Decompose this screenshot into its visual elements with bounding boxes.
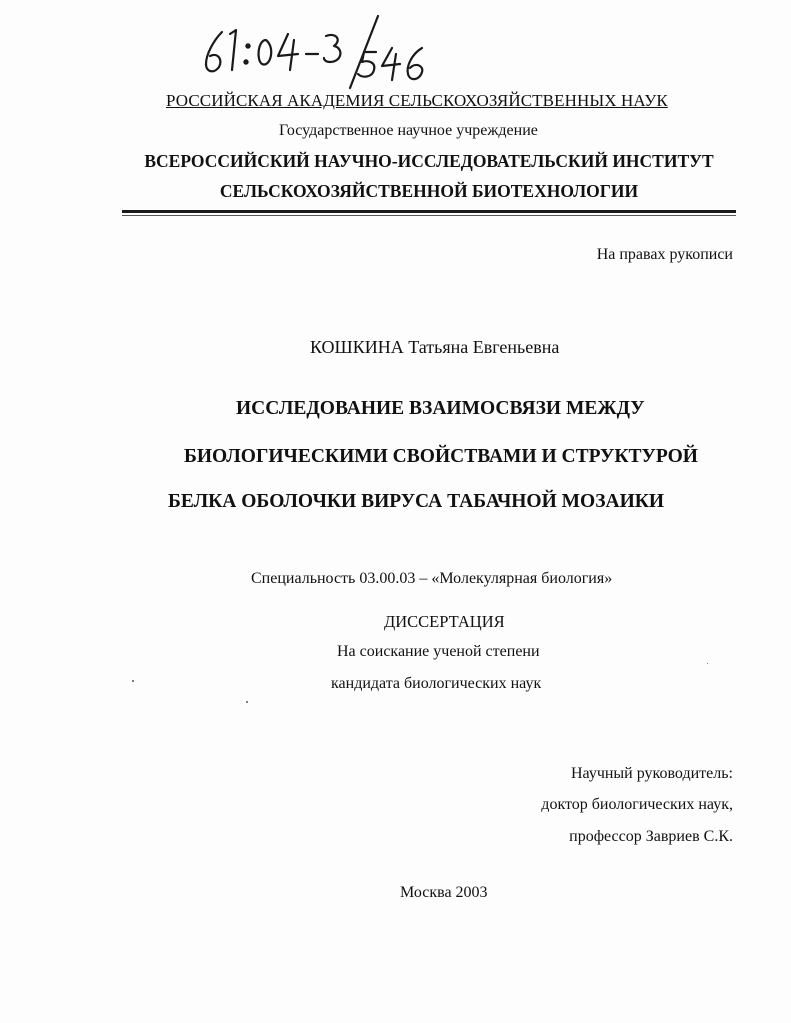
thesis-title-line3: БЕЛКА ОБОЛОЧКИ ВИРУСА ТАБАЧНОЙ МОЗАИКИ [168,491,665,512]
manuscript-rights: На правах рукописи [596,246,733,263]
author-name: КОШКИНА Татьяна Евгеньевна [310,337,560,357]
place-and-year: Москва 2003 [400,884,488,901]
degree-line1: На соискание ученой степени [337,643,540,660]
dissertation-label: ДИССЕРТАЦИЯ [384,612,505,631]
thesis-title-line2: БИОЛОГИЧЕСКИМИ СВОЙСТВАМИ И СТРУКТУРОЙ [184,446,698,467]
scan-speck [246,701,248,703]
header-divider-thin [122,215,736,216]
academy-name: РОССИЙСКАЯ АКАДЕМИЯ СЕЛЬСКОХОЗЯЙСТВЕННЫХ НАУК [166,91,668,110]
institute-name-line2: СЕЛЬСКОХОЗЯЙСТВЕННОЙ БИОТЕХНОЛОГИИ [219,181,639,201]
thesis-title-line1: ИССЛЕДОВАНИЕ ВЗАИМОСВЯЗИ МЕЖДУ [236,398,645,419]
header-divider-thick [122,210,736,213]
supervisor-label: Научный руководитель: [570,765,733,782]
scan-speck [707,663,708,664]
scan-speck [132,680,134,682]
degree-line2: кандидата биологических наук [331,675,542,692]
supervisor-degree: доктор биологических наук, [541,796,733,813]
institution-type: Государственное научное учреждение [279,122,538,139]
specialty: Специальность 03.00.03 – «Молекулярная биология» [251,570,613,587]
handwritten-archive-number [196,10,446,90]
institute-name-line1: ВСЕРОССИЙСКИЙ НАУЧНО-ИССЛЕДОВАТЕЛЬСКИЙ ИНСТИТУТ [144,151,714,171]
supervisor-name: профессор Завриев С.К. [569,828,733,845]
